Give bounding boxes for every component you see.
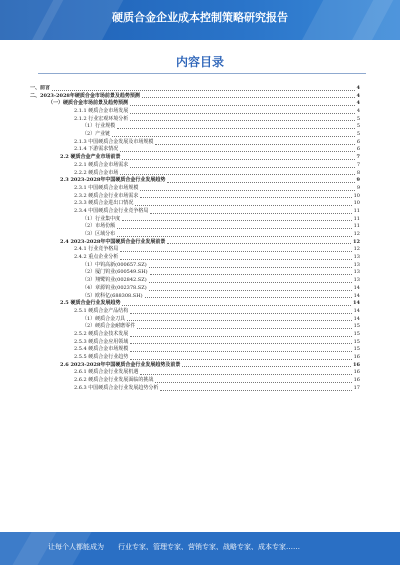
toc-entry-label: 2.1.3 中国硬质合金发展及市场规模: [74, 138, 154, 145]
toc-page-number: 16: [353, 377, 360, 384]
toc-dot-leader: [122, 159, 354, 160]
toc-entry-label: 2.4.2 重点企业分析: [74, 254, 119, 261]
toc-entry-label: （1）中钨高新(000657.SZ): [82, 261, 147, 268]
toc-entry-label: 2.1.4 下游需求情况: [74, 146, 119, 153]
toc-dot-leader: [145, 297, 352, 298]
toc-page-number: 6: [356, 146, 360, 153]
toc-page-number: 4: [356, 92, 360, 99]
toc-entry[interactable]: [30, 331, 360, 339]
toc-entry[interactable]: [30, 385, 360, 393]
toc-page-number: 5: [356, 131, 360, 138]
toc-dot-leader: [130, 359, 351, 360]
toc-entry-label: （5）欧科亿(688308.SH): [82, 292, 143, 299]
toc-entry-label: 2.5 硬质合金行业发展趋势: [60, 300, 121, 307]
toc-page-number: 13: [353, 254, 360, 261]
toc-entry-label: （4）章源钨业(002378.SZ): [82, 284, 147, 291]
toc-entry-label: （一）硬质合金市场前景及趋势预测: [48, 100, 129, 107]
toc-entry-label: 2.3.4 中国硬质合金行业竞争格局: [74, 207, 149, 214]
toc-dot-leader: [130, 313, 351, 314]
toc-page-number: 12: [353, 231, 360, 238]
toc-entry-label: 2.5.2 硬质合金技术发展: [74, 330, 129, 337]
toc-dot-leader: [130, 105, 355, 106]
toc-page-number: 4: [356, 108, 360, 115]
toc-entry[interactable]: [30, 246, 360, 254]
toc-dot-leader: [155, 382, 351, 383]
toc-entry[interactable]: [30, 200, 360, 208]
toc-entry-label: （1）行业集中度: [82, 215, 121, 222]
toc-entry-label: （2）硬质合金耐磨零件: [82, 323, 136, 330]
toc-entry-label: 二、2023-2028年硬质合金市场前景及趋势预测: [30, 92, 140, 99]
toc-entry[interactable]: [30, 100, 360, 108]
toc-entry[interactable]: [30, 323, 360, 331]
toc-entry-label: （3）翔鹭钨业(002842.SZ): [82, 277, 147, 284]
toc-dot-leader: [122, 220, 351, 221]
heading-divider: [38, 73, 366, 74]
toc-entry[interactable]: [30, 85, 360, 93]
footer-banner: [0, 532, 400, 565]
toc-entry[interactable]: [30, 162, 360, 170]
toc-page-number: 13: [353, 261, 360, 268]
toc-dot-leader: [122, 305, 351, 306]
toc-dot-leader: [117, 236, 351, 237]
toc-page-number: 15: [353, 346, 360, 353]
toc-dot-leader: [182, 366, 351, 367]
toc-entry[interactable]: [30, 123, 360, 131]
toc-page-number: 5: [356, 123, 360, 130]
toc-dot-leader: [149, 282, 352, 283]
toc-page-number: 15: [353, 330, 360, 337]
toc-entry[interactable]: [30, 346, 360, 354]
toc-entry[interactable]: [30, 354, 360, 362]
toc-dot-leader: [140, 197, 351, 198]
toc-dot-leader: [140, 374, 351, 375]
toc-page-number: 14: [353, 315, 360, 322]
toc-page-number: 4: [356, 85, 360, 91]
toc-page-number: 9: [356, 184, 360, 191]
toc-entry[interactable]: [30, 369, 360, 377]
toc-entry-label: 2.5.1 硬质合金产品结构: [74, 307, 129, 314]
toc-heading: 内容目录: [175, 55, 224, 69]
toc-entry-label: （2）产业链: [82, 131, 111, 138]
toc-entry[interactable]: [30, 154, 360, 162]
footer-roles: 行业专家、管理专家、营销专家、战略专家、成本专家……: [118, 543, 300, 551]
toc-entry[interactable]: [30, 223, 360, 231]
toc-entry[interactable]: [30, 216, 360, 224]
toc-dot-leader: [130, 336, 351, 337]
toc-page-number: 16: [353, 361, 360, 368]
toc-entry-label: 2.2.1 硬质合金市场需求: [74, 161, 129, 168]
toc-page-number: 12: [353, 238, 360, 245]
footer-tagline: 让每个人都能成为: [48, 543, 104, 551]
toc-entry-label: 2.6.1 硬质合金行业发展机遇: [74, 369, 139, 376]
toc-page-number: 13: [353, 277, 360, 284]
toc-page-number: 8: [356, 169, 360, 176]
toc-entry[interactable]: [30, 285, 360, 293]
toc-dot-leader: [120, 259, 351, 260]
toc-entry-label: 2.3.3 硬质合金进出口情况: [74, 200, 134, 207]
toc-entry[interactable]: [30, 377, 360, 385]
toc-dot-leader: [120, 151, 355, 152]
toc-page-number: 10: [353, 192, 360, 199]
toc-dot-leader: [149, 290, 352, 291]
toc-dot-leader: [117, 228, 351, 229]
toc-page-number: 7: [356, 154, 360, 161]
toc-dot-leader: [112, 136, 355, 137]
toc-entry-label: 2.6 2023-2028年中国硬质合金行业发展趋势及前景: [60, 361, 181, 368]
toc-entry-label: 2.4 2023-2028年中国硬质合金行业发展前景: [60, 238, 166, 245]
toc-page-number: 7: [356, 161, 360, 168]
toc-entry-label: 2.6.2 硬质合金行业发展面临的挑战: [74, 377, 154, 384]
toc-dot-leader: [52, 90, 355, 91]
toc-entry[interactable]: [30, 185, 360, 193]
toc-dot-leader: [130, 113, 355, 114]
toc-page-number: 17: [353, 384, 360, 391]
toc-entry-label: 2.6.3 中国硬质合金行业发展趋势分析: [74, 384, 159, 391]
toc-entry-label: 2.1.1 硬质合金市场发展: [74, 108, 129, 115]
toc-entry-label: （2）厦门钨业(600549.SH): [82, 269, 148, 276]
toc-entry-label: 2.1.2 行业宏观环境分析: [74, 115, 129, 122]
toc-dot-leader: [117, 128, 355, 129]
toc-dot-leader: [167, 243, 351, 244]
toc-dot-leader: [135, 205, 351, 206]
toc-entry[interactable]: [30, 254, 360, 262]
toc-entry[interactable]: [30, 116, 360, 124]
toc-dot-leader: [120, 251, 351, 252]
toc-entry-label: 2.5.3 硬质合金应用领域: [74, 338, 129, 345]
toc-entry-label: （2）市场份额: [82, 223, 116, 230]
toc-entry[interactable]: [30, 316, 360, 324]
toc-dot-leader: [137, 328, 351, 329]
toc-entry-label: 一、前言: [30, 85, 51, 91]
toc-page-number: 4: [356, 100, 360, 107]
toc-entry[interactable]: [30, 270, 360, 278]
toc-page-number: 11: [353, 215, 360, 222]
toc-entry-label: （3）区域分布: [82, 231, 116, 238]
toc-page-number: 10: [353, 200, 360, 207]
toc-entry-label: （1）行业规模: [82, 123, 116, 130]
toc-entry-label: 2.2.2 硬质合金市场: [74, 169, 119, 176]
toc-entry-label: 2.3.1 中国硬质合金市场规模: [74, 184, 139, 191]
toc-entry[interactable]: [30, 108, 360, 116]
toc-page-number: 15: [353, 338, 360, 345]
toc-entry[interactable]: [30, 177, 360, 185]
toc-page-number: 9: [356, 177, 360, 184]
toc-entry[interactable]: [30, 277, 360, 285]
toc-page-number: 16: [353, 369, 360, 376]
toc-page-number: 15: [353, 323, 360, 330]
toc-page-number: 14: [353, 292, 360, 299]
toc-entry-label: 2.5.5 硬质合金行业趋势: [74, 354, 129, 361]
toc-dot-leader: [130, 120, 355, 121]
toc-dot-leader: [160, 390, 351, 391]
toc-entry-label: 2.4.1 行业竞争格局: [74, 246, 119, 253]
toc-entry[interactable]: [30, 262, 360, 270]
toc-dot-leader: [127, 320, 351, 321]
toc-entry-label: （1）硬质合金刀具: [82, 315, 126, 322]
toc-dot-leader: [167, 182, 354, 183]
toc-dot-leader: [150, 274, 352, 275]
toc-entry[interactable]: [30, 300, 360, 308]
toc-entry-label: 2.2 硬质合金产业市场前景: [60, 154, 121, 161]
toc-entry[interactable]: [30, 208, 360, 216]
toc-page-number: 5: [356, 115, 360, 122]
toc-dot-leader: [142, 97, 355, 98]
toc-dot-leader: [155, 144, 354, 145]
toc-dot-leader: [130, 351, 351, 352]
report-title: 硬质合金企业成本控制策略研究报告: [112, 11, 288, 24]
table-of-contents: [30, 85, 360, 532]
toc-page-number: 12: [353, 246, 360, 253]
toc-page-number: 16: [353, 354, 360, 361]
toc-dot-leader: [120, 174, 355, 175]
toc-entry[interactable]: [30, 231, 360, 239]
toc-page-number: 11: [353, 223, 360, 230]
toc-entry-label: 2.3.2 硬质合金行业市场需求: [74, 192, 139, 199]
toc-entry-label: 2.5.4 硬质合金市场规模: [74, 346, 129, 353]
toc-entry[interactable]: [30, 131, 360, 139]
toc-page-number: 11: [353, 207, 360, 214]
toc-page-number: 14: [353, 284, 360, 291]
toc-page-number: 14: [353, 300, 360, 307]
toc-entry-label: 2.3 2023-2028年中国硬质合金行业发展趋势: [60, 177, 166, 184]
toc-dot-leader: [140, 190, 354, 191]
toc-dot-leader: [130, 343, 351, 344]
report-header-banner: [0, 0, 400, 40]
toc-entry[interactable]: [30, 308, 360, 316]
toc-page-number: 14: [353, 307, 360, 314]
toc-page-number: 6: [356, 138, 360, 145]
toc-dot-leader: [149, 267, 352, 268]
toc-dot-leader: [130, 167, 355, 168]
toc-page-number: 13: [353, 269, 360, 276]
toc-dot-leader: [150, 213, 351, 214]
